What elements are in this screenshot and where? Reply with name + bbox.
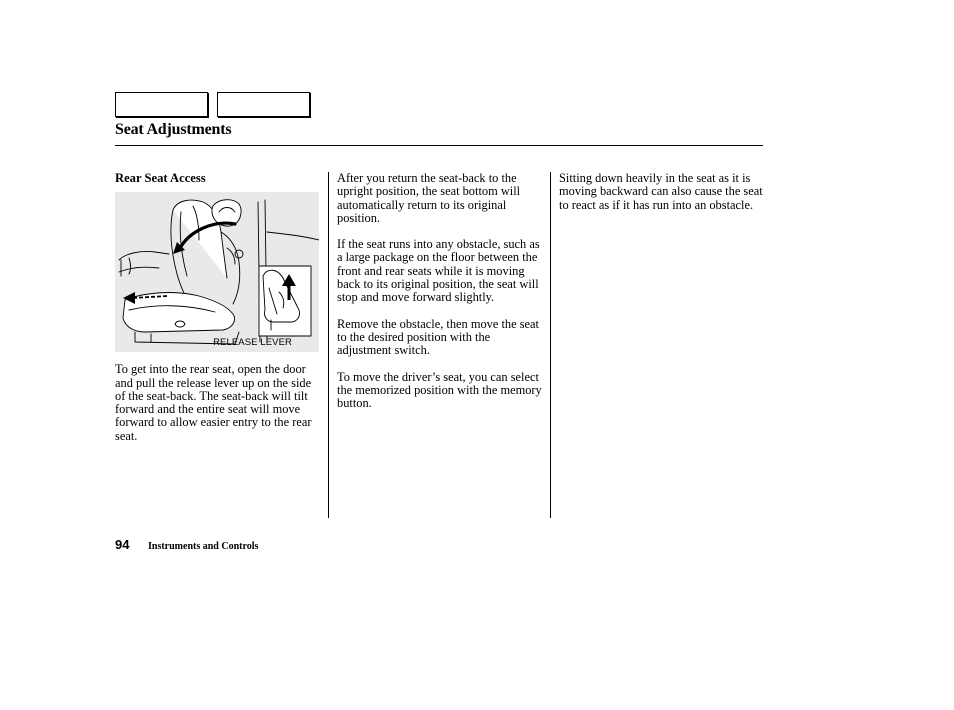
figure-caption: RELEASE LEVER — [213, 337, 292, 348]
subheading-rear-seat-access: Rear Seat Access — [115, 171, 206, 185]
section-tab-box-1 — [115, 92, 208, 117]
column-1 — [115, 172, 320, 456]
paragraph: Sitting down heavily in the seat as it is moving backward can also cause the seat to react as if it has run into an obstacle. — [559, 171, 763, 212]
column-3 — [559, 172, 764, 225]
column-divider-2 — [550, 172, 551, 518]
paragraph: To get into the rear seat, open the door and pull the release lever up on the side of the seat-back. The seat-back will tilt forward and the entire seat will move forward to allow easier entry to the rear seat. — [115, 362, 312, 443]
page-title: Seat Adjustments — [115, 121, 232, 138]
seat-illustration — [115, 192, 319, 352]
page-number: 94 — [115, 537, 130, 552]
paragraph: To move the driver’s seat, you can select the memorized position with the memory button. — [337, 369, 542, 411]
paragraph: If the seat runs into any obstacle, such as a large package on the floor between the front and rear seats while it is moving back to its original position, the seat will stop and move forward slightly. — [337, 237, 540, 305]
column-2 — [337, 172, 542, 423]
footer-section-name: Instruments and Controls — [148, 541, 259, 552]
seat-drawing — [115, 192, 319, 352]
paragraph: After you return the seat-back to the upright position, the seat bottom will automatically return to its original position. — [337, 171, 521, 225]
paragraph: Remove the obstacle, then move the seat to the desired position with the adjustment switch. — [337, 316, 539, 358]
section-tab-box-2 — [217, 92, 310, 117]
title-rule — [115, 145, 763, 146]
column-divider-1 — [328, 172, 329, 518]
